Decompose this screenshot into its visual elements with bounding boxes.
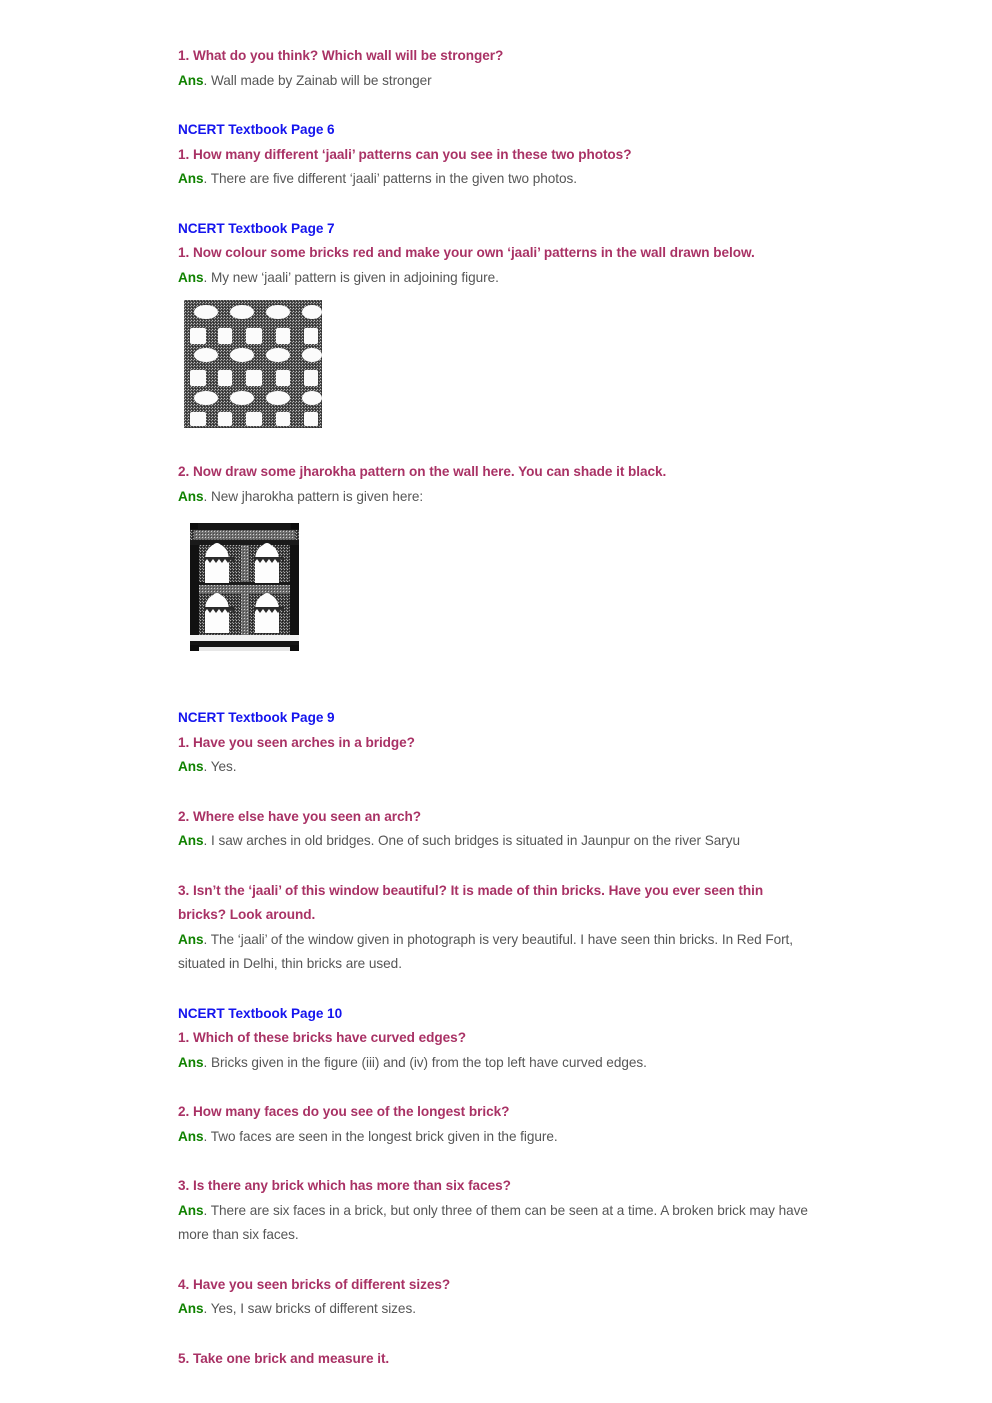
question-text: 2. How many faces do you see of the longest brick?	[178, 1104, 510, 1119]
jaali-lattice-pattern-photo	[184, 300, 322, 428]
spacer	[178, 656, 814, 706]
answer-text	[178, 167, 814, 192]
question-text: 4. Have you seen bricks of different sizes?	[178, 1276, 451, 1292]
page-content	[178, 44, 814, 1371]
answer-body: There are six faces in a brick, but only three of them can be seen at a time. A broken brick may have more than six faces.	[178, 1202, 808, 1242]
answer-punct: .	[203, 759, 208, 774]
question-text: 1. Which of these bricks have curved edges?	[178, 1030, 466, 1045]
answer-text	[178, 1051, 814, 1076]
spacer	[178, 428, 814, 460]
answer-text	[178, 1125, 814, 1150]
spacer	[178, 1149, 814, 1174]
answer-label: Ans	[178, 269, 204, 285]
answer-label: Ans	[178, 1301, 204, 1316]
answer-label: Ans	[178, 1128, 204, 1144]
answer-text	[178, 1199, 814, 1248]
answer-label: Ans	[178, 171, 204, 186]
answer-punct: .	[203, 269, 208, 285]
answer-punct: .	[203, 1128, 208, 1144]
answer-label: Ans	[178, 1202, 204, 1218]
spacer	[178, 192, 814, 217]
answer-punct: .	[203, 833, 208, 848]
question-text: 3. Is there any brick which has more than six faces?	[178, 1178, 511, 1193]
answer-label: Ans	[178, 931, 204, 947]
answer-body: Yes, I saw bricks of different sizes.	[207, 1301, 416, 1316]
answer-punct: .	[203, 931, 208, 947]
answer-label: Ans	[178, 1054, 204, 1070]
answer-text	[178, 928, 814, 977]
question-text: 2. Where else have you seen an arch?	[178, 808, 421, 824]
question-text: 2. Now draw some jharokha pattern on the wall here. You can shade it black.	[178, 464, 667, 479]
figure-jaali-pattern	[178, 300, 814, 428]
question-text: 1. How many different ‘jaali’ patterns can you see in these two photos?	[178, 146, 632, 162]
answer-text	[178, 69, 814, 94]
answer-body: I saw arches in old bridges. One of such bridges is situated in Jaunpur on the river Saryu	[207, 833, 740, 848]
spacer	[178, 1075, 814, 1100]
answer-text	[178, 485, 814, 510]
spacer	[178, 780, 814, 805]
answer-label: Ans	[178, 488, 204, 504]
answer-label: Ans	[178, 759, 204, 774]
answer-text	[178, 266, 814, 291]
section-heading-page9: NCERT Textbook Page 9	[178, 710, 335, 725]
spacer	[178, 1322, 814, 1347]
figure-jharokha-window	[178, 519, 814, 656]
answer-body: Bricks given in the figure (iii) and (iv) from the top left have curved edges.	[207, 1054, 647, 1070]
answer-body: There are five different ‘jaali’ patterns in the given two photos.	[207, 171, 577, 186]
jharokha-window-photo	[187, 519, 302, 656]
section-heading-page6: NCERT Textbook Page 6	[178, 122, 335, 137]
answer-text	[178, 829, 814, 854]
spacer	[178, 93, 814, 118]
answer-text	[178, 1297, 814, 1322]
answer-label: Ans	[178, 72, 204, 88]
spacer	[178, 854, 814, 879]
question-text: 1. Have you seen arches in a bridge?	[178, 734, 415, 750]
answer-body: My new ‘jaali’ pattern is given in adjoining figure.	[207, 269, 499, 285]
answer-body: Wall made by Zainab will be stronger	[207, 72, 432, 88]
answer-body: The ‘jaali’ of the window given in photograph is very beautiful. I have seen thin bricks. In Red Fort, situated in Delhi, thin bricks are used.	[178, 931, 794, 971]
answer-punct: .	[203, 488, 208, 504]
answer-label: Ans	[178, 833, 204, 848]
spacer	[178, 1248, 814, 1273]
answer-body: New jharokha pattern is given here:	[207, 488, 424, 504]
answer-punct: .	[203, 1054, 208, 1070]
spacer	[178, 977, 814, 1002]
answer-punct: .	[203, 171, 208, 186]
section-heading-page7: NCERT Textbook Page 7	[178, 220, 335, 236]
question-text: 3. Isn’t the ‘jaali’ of this window beautiful? It is made of thin bricks. Have you ever seen thin bricks? Look around.	[178, 882, 764, 922]
answer-body: Yes.	[207, 759, 237, 774]
answer-punct: .	[203, 1301, 208, 1316]
question-text: 1. What do you think? Which wall will be stronger?	[178, 48, 504, 63]
section-heading-page10: NCERT Textbook Page 10	[178, 1005, 343, 1021]
answer-text	[178, 755, 814, 780]
answer-punct: .	[203, 72, 208, 88]
question-text: 1. Now colour some bricks red and make your own ‘jaali’ patterns in the wall drawn below.	[178, 245, 755, 260]
answer-body: Two faces are seen in the longest brick given in the figure.	[207, 1128, 558, 1144]
question-text: 5. Take one brick and measure it.	[178, 1350, 390, 1366]
answer-punct: .	[203, 1202, 208, 1218]
